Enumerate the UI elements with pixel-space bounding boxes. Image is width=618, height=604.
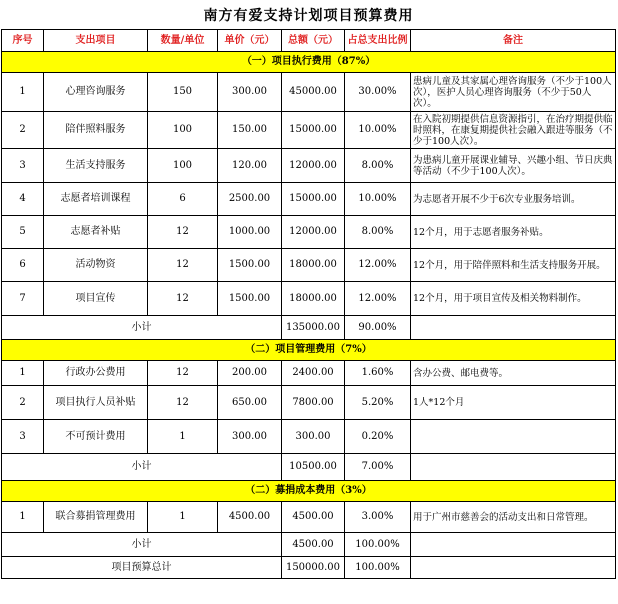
section-header-row [2,52,616,73]
header-row [2,30,616,52]
grand-total-ratio: 100.00% [345,557,411,579]
subtotal-ratio: 100.00% [345,533,411,557]
subtotal-total: 10500.00 [282,454,345,481]
row-unit-price: 300.00 [218,73,282,112]
col-header-item: 支出项目 [44,30,148,52]
row-quantity: 12 [148,216,218,249]
row-unit-price: 2500.00 [218,183,282,216]
row-number: 1 [2,361,44,386]
row-number: 3 [2,149,44,183]
row-item: 不可预计费用 [44,420,148,454]
table-row [2,420,616,454]
table-row [2,386,616,420]
row-note: 12个月，用于项目宣传及相关物料制作。 [411,282,616,316]
row-quantity: 150 [148,73,218,112]
row-ratio: 8.00% [345,216,411,249]
grand-total-row [2,557,616,579]
table-row [2,149,616,183]
budget-table [1,3,616,579]
row-item: 项目执行人员补贴 [44,386,148,420]
subtotal-label: 小计 [2,316,282,340]
row-note: 为患病儿童开展课业辅导、兴趣小组、节日庆典等活动（不少于100人次）。 [411,149,616,183]
row-item: 志愿者培训课程 [44,183,148,216]
col-header-total: 总额（元） [282,30,345,52]
row-total: 15000.00 [282,112,345,149]
row-unit-price: 300.00 [218,420,282,454]
subtotal-ratio: 7.00% [345,454,411,481]
section-title: （二）募捐成本费用（3%） [2,481,616,502]
subtotal-row [2,454,616,481]
row-ratio: 5.20% [345,386,411,420]
row-total: 12000.00 [282,216,345,249]
grand-total-amount: 150000.00 [282,557,345,579]
row-item: 联合募捐管理费用 [44,502,148,533]
table-row [2,112,616,149]
grand-total-note-empty [411,557,616,579]
row-ratio: 0.20% [345,420,411,454]
row-quantity: 12 [148,386,218,420]
table-row [2,73,616,112]
row-item: 生活支持服务 [44,149,148,183]
row-number: 2 [2,112,44,149]
row-total: 2400.00 [282,361,345,386]
row-note: 用于广州市慈善会的活动支出和日常管理。 [411,502,616,533]
row-unit-price: 1500.00 [218,249,282,282]
grand-total-label: 项目预算总计 [2,557,282,579]
section-title: （二）项目管理费用（7%） [2,340,616,361]
row-note: 在入院初期提供信息资源指引，在治疗期提供临时照料，在康复期提供社会融入跟进等服务（不少于100人次）。 [411,112,616,149]
row-total: 18000.00 [282,249,345,282]
row-unit-price: 150.00 [218,112,282,149]
row-quantity: 12 [148,361,218,386]
table-row [2,361,616,386]
subtotal-row [2,316,616,340]
subtotal-note-empty [411,316,616,340]
row-number: 7 [2,282,44,316]
subtotal-ratio: 90.00% [345,316,411,340]
col-header-qty: 数量/单位 [148,30,218,52]
row-total: 18000.00 [282,282,345,316]
row-quantity: 100 [148,149,218,183]
row-note: 12个月，用于志愿者服务补贴。 [411,216,616,249]
table-row [2,249,616,282]
row-ratio: 12.00% [345,282,411,316]
section-header-row [2,481,616,502]
row-number: 2 [2,386,44,420]
table-row [2,216,616,249]
subtotal-note-empty [411,533,616,557]
row-number: 4 [2,183,44,216]
row-unit-price: 1500.00 [218,282,282,316]
col-header-ratio: 占总支出比例 [345,30,411,52]
row-total: 7800.00 [282,386,345,420]
col-header-note: 备注 [411,30,616,52]
col-header-price: 单价（元） [218,30,282,52]
row-unit-price: 200.00 [218,361,282,386]
row-number: 5 [2,216,44,249]
table-row [2,282,616,316]
row-note: 含办公费、邮电费等。 [411,361,616,386]
row-number: 6 [2,249,44,282]
row-note: 为志愿者开展不少于6次专业服务培训。 [411,183,616,216]
row-total: 300.00 [282,420,345,454]
row-item: 心理咨询服务 [44,73,148,112]
row-total: 15000.00 [282,183,345,216]
row-number: 1 [2,502,44,533]
row-item: 行政办公费用 [44,361,148,386]
row-quantity: 100 [148,112,218,149]
row-item: 活动物资 [44,249,148,282]
row-ratio: 3.00% [345,502,411,533]
table-row [2,183,616,216]
row-unit-price: 4500.00 [218,502,282,533]
col-header-no: 序号 [2,30,44,52]
row-item: 项目宣传 [44,282,148,316]
row-quantity: 6 [148,183,218,216]
row-item: 陪伴照料服务 [44,112,148,149]
subtotal-note-empty [411,454,616,481]
row-total: 4500.00 [282,502,345,533]
subtotal-total: 135000.00 [282,316,345,340]
row-note: 12个月，用于陪伴照料和生活支持服务开展。 [411,249,616,282]
subtotal-label: 小计 [2,454,282,481]
row-ratio: 10.00% [345,183,411,216]
row-note: 1人*12个月 [411,386,616,420]
row-ratio: 30.00% [345,73,411,112]
section-header-row [2,340,616,361]
row-number: 1 [2,73,44,112]
row-quantity: 12 [148,249,218,282]
row-note [411,420,616,454]
row-item: 志愿者补贴 [44,216,148,249]
row-ratio: 1.60% [345,361,411,386]
row-unit-price: 120.00 [218,149,282,183]
subtotal-row [2,533,616,557]
subtotal-total: 4500.00 [282,533,345,557]
table-title: 南方有爱支持计划项目预算费用 [203,8,414,24]
row-ratio: 10.00% [345,112,411,149]
row-ratio: 12.00% [345,249,411,282]
table-row [2,502,616,533]
subtotal-label: 小计 [2,533,282,557]
row-quantity: 1 [148,420,218,454]
row-total: 45000.00 [282,73,345,112]
row-ratio: 8.00% [345,149,411,183]
row-unit-price: 650.00 [218,386,282,420]
row-unit-price: 1000.00 [218,216,282,249]
section-title: （一）项目执行费用（87%） [2,52,616,73]
row-total: 12000.00 [282,149,345,183]
row-quantity: 12 [148,282,218,316]
row-quantity: 1 [148,502,218,533]
row-number: 3 [2,420,44,454]
row-note: 患病儿童及其家属心理咨询服务（不少于100人次），医护人员心理咨询服务（不少于50人次）。 [411,73,616,112]
